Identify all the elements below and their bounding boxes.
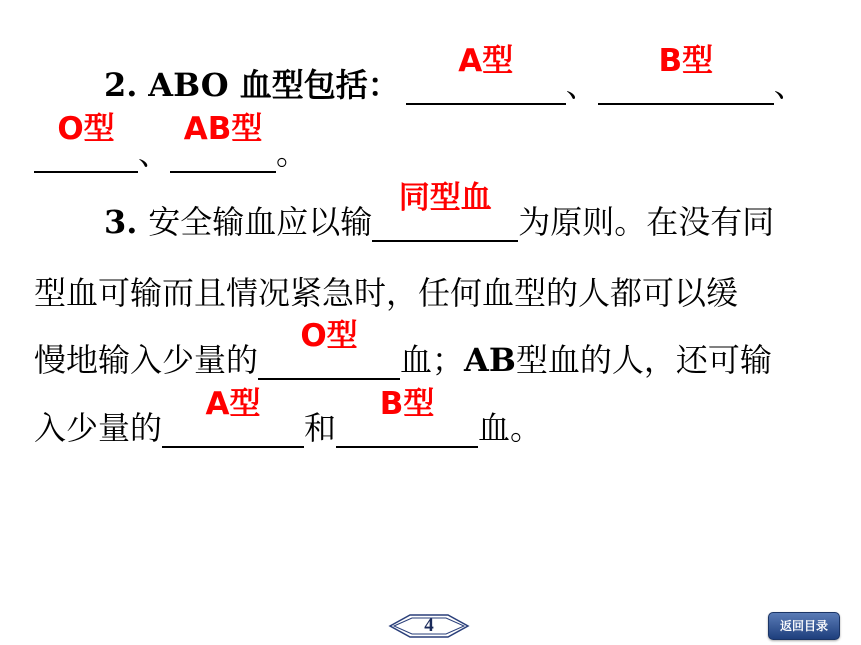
q2-blank-4 <box>170 111 276 173</box>
q3-line-3 <box>0 318 861 390</box>
q3-blank-3 <box>162 386 304 448</box>
q3-answer-2: O型 <box>300 318 358 354</box>
q2-blank-3 <box>34 111 138 173</box>
q3-line3-post: 型血的人，还可输 <box>515 341 772 379</box>
q2-answer-4: AB型 <box>183 111 263 147</box>
q3-line1-post: 为原则。在没有同 <box>518 203 775 241</box>
q3-line-2 <box>0 263 861 323</box>
q3-line2: 型血可输而且情况紧急时，任何血型的人都可以缓 <box>34 274 739 312</box>
q3-line-1 <box>0 180 861 252</box>
q3-line4-post: 血。 <box>478 409 543 447</box>
q3-line3-pre: 慢地输入少量的 <box>34 341 259 379</box>
q2-answer-3: O型 <box>57 111 115 147</box>
q2-dun-3: 、 <box>138 134 171 172</box>
page-number-nav[interactable] <box>388 612 470 640</box>
q3-number: 3 <box>104 203 127 241</box>
q2-answer-1: A型 <box>458 43 514 79</box>
page-number: 4 <box>424 615 434 636</box>
q2-number: 2 <box>104 66 127 104</box>
q3-answer-3: A型 <box>205 386 261 422</box>
return-to-contents-button[interactable]: 返回目录 <box>768 612 840 640</box>
q2-answer-2: B型 <box>658 43 714 79</box>
q3-blank-2 <box>258 318 400 380</box>
q3-line-4 <box>0 386 861 458</box>
q3-line4-pre: 入少量的 <box>34 409 163 447</box>
q2-dun-1: 、 <box>565 66 598 104</box>
q2-blank-2 <box>598 43 774 105</box>
q3-number-sep: . <box>126 203 138 241</box>
q2-number-sep: . <box>126 66 138 104</box>
q3-line3-mid: 血； <box>400 341 465 379</box>
q2-dun-2: 、 <box>773 66 806 104</box>
q2-lead: ABO 血型包括： <box>148 66 400 104</box>
q3-answer-1: 同型血 <box>398 180 492 216</box>
q2-line-1 <box>0 43 861 115</box>
q2-end: 。 <box>276 134 309 172</box>
q2-blank-1 <box>406 43 566 105</box>
q3-answer-4: B型 <box>379 386 435 422</box>
q2-line-2 <box>0 111 861 183</box>
q3-line4-mid: 和 <box>304 409 337 447</box>
q3-line1-pre: 安全输血应以输 <box>148 203 373 241</box>
q3-line3-ab: AB <box>464 341 516 379</box>
q3-blank-4 <box>336 386 478 448</box>
q3-blank-1 <box>372 180 518 242</box>
